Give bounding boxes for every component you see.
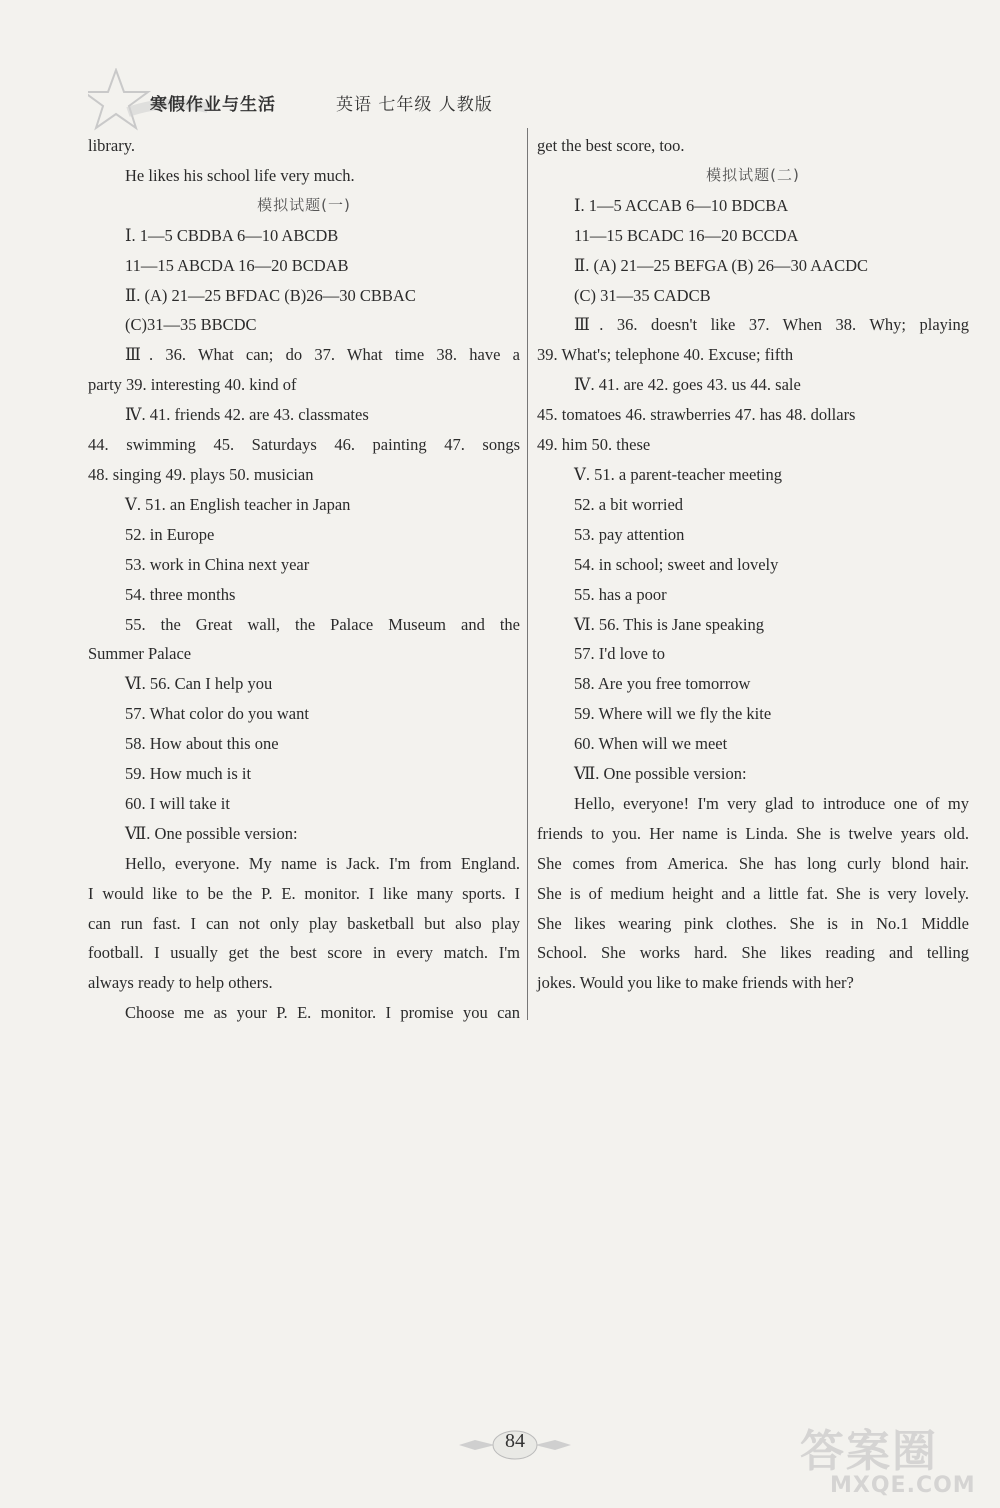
right-line: 53. pay attention (574, 524, 685, 544)
right-line: Ⅰ. 1—5 ACCAB 6—10 BDCBA (574, 195, 789, 215)
page-number: 84 (505, 1430, 525, 1452)
book-title: 寒假作业与生活 (150, 95, 276, 115)
left-line: can run fast. I can not only play basketball but also play (88, 913, 520, 933)
watermark-site-text: MXQE.COM (830, 1473, 976, 1498)
left-line: 模拟试题(一) (257, 195, 351, 214)
right-line: Ⅱ. (A) 21—25 BEFGA (B) 26—30 AACDC (574, 255, 869, 275)
left-line: Hello, everyone. My name is Jack. I'm from England. (125, 853, 520, 873)
left-line: 58. How about this one (125, 734, 279, 754)
left-line: I would like to be the P. E. monitor. I like many sports. I (88, 883, 520, 903)
right-line: Ⅵ. 56. This is Jane speaking (574, 614, 764, 634)
left-line: 48. singing 49. plays 50. musician (88, 464, 314, 484)
right-line: 57. I'd love to (574, 644, 665, 664)
right-line: jokes. Would you like to make friends with her? (537, 973, 854, 993)
right-line: 54. in school; sweet and lovely (574, 554, 779, 574)
left-line: Ⅳ. 41. friends 42. are 43. classmates (125, 405, 369, 425)
left-line: Ⅲ. 36. What can; do 37. What time 38. have a (125, 345, 520, 365)
left-line: Ⅱ. (A) 21—25 BFDAC (B)26—30 CBBAC (125, 285, 416, 305)
left-line: football. I usually get the best score in every match. I'm (88, 943, 520, 963)
right-line: 49. him 50. these (537, 435, 651, 455)
left-line: He likes his school life very much. (125, 165, 355, 185)
left-line: 53. work in China next year (125, 554, 310, 574)
right-line: friends to you. Her name is Linda. She is twelve years old. (537, 823, 969, 843)
left-line: Ⅵ. 56. Can I help you (125, 674, 273, 694)
right-line: Ⅴ. 51. a parent-teacher meeting (574, 464, 782, 484)
book-subtitle: 英语 七年级 人教版 (336, 95, 493, 115)
right-line: 55. has a poor (574, 584, 667, 604)
watermark (800, 1415, 990, 1500)
right-column (537, 131, 969, 998)
page-header (88, 68, 568, 132)
left-line: 54. three months (125, 584, 236, 604)
right-line: 11—15 BCADC 16—20 BCCDA (574, 225, 799, 245)
left-column (88, 131, 520, 1028)
column-divider (527, 128, 528, 1020)
left-line: 59. How much is it (125, 764, 252, 784)
right-line: 60. When will we meet (574, 734, 728, 754)
right-line: She comes from America. She has long curly blond hair. (537, 853, 969, 873)
left-line: party 39. interesting 40. kind of (88, 375, 297, 395)
right-line: 52. a bit worried (574, 494, 684, 514)
right-line: School. She works hard. She likes reading and telling (537, 943, 969, 963)
left-line: Summer Palace (88, 644, 192, 664)
left-line: 44. swimming 45. Saturdays 46. painting 47. songs (88, 435, 520, 455)
right-line: Ⅶ. One possible version: (574, 764, 747, 784)
right-line: Ⅲ. 36. doesn't like 37. When 38. Why; playing (574, 315, 969, 335)
left-line: Ⅴ. 51. an English teacher in Japan (125, 494, 351, 514)
left-line: 60. I will take it (125, 793, 230, 813)
left-line: 11—15 ABCDA 16—20 BCDAB (125, 255, 349, 275)
watermark-logo-text: 答案圈 (800, 1426, 938, 1477)
right-line: 模拟试题(二) (706, 165, 800, 184)
page-number-badge (455, 1428, 575, 1462)
left-line: 57. What color do you want (125, 704, 309, 724)
left-line: 52. in Europe (125, 524, 215, 544)
right-line: (C) 31—35 CADCB (574, 285, 711, 305)
left-line: always ready to help others. (88, 973, 273, 993)
right-line: 59. Where will we fly the kite (574, 704, 772, 724)
right-line: 39. What's; telephone 40. Excuse; fifth (537, 345, 794, 365)
right-line: She likes wearing pink clothes. She is in No.1 Middle (537, 913, 969, 933)
right-line: get the best score, too. (537, 136, 685, 155)
left-line: (C)31—35 BBCDC (125, 315, 257, 335)
left-line: Choose me as your P. E. monitor. I promise you can (125, 1003, 520, 1023)
left-line: Ⅰ. 1—5 CBDBA 6—10 ABCDB (125, 225, 339, 245)
left-line: library. (88, 136, 136, 155)
right-line: 58. Are you free tomorrow (574, 674, 751, 694)
right-line: Hello, everyone! I'm very glad to introduce one of my (574, 793, 969, 813)
left-line: Ⅶ. One possible version: (125, 823, 298, 843)
right-line: Ⅳ. 41. are 42. goes 43. us 44. sale (574, 375, 801, 395)
right-line: 45. tomatoes 46. strawberries 47. has 48. dollars (537, 405, 856, 425)
left-line: 55. the Great wall, the Palace Museum and the (125, 614, 520, 634)
right-line: She is of medium height and a little fat. She is very lovely. (537, 883, 969, 903)
